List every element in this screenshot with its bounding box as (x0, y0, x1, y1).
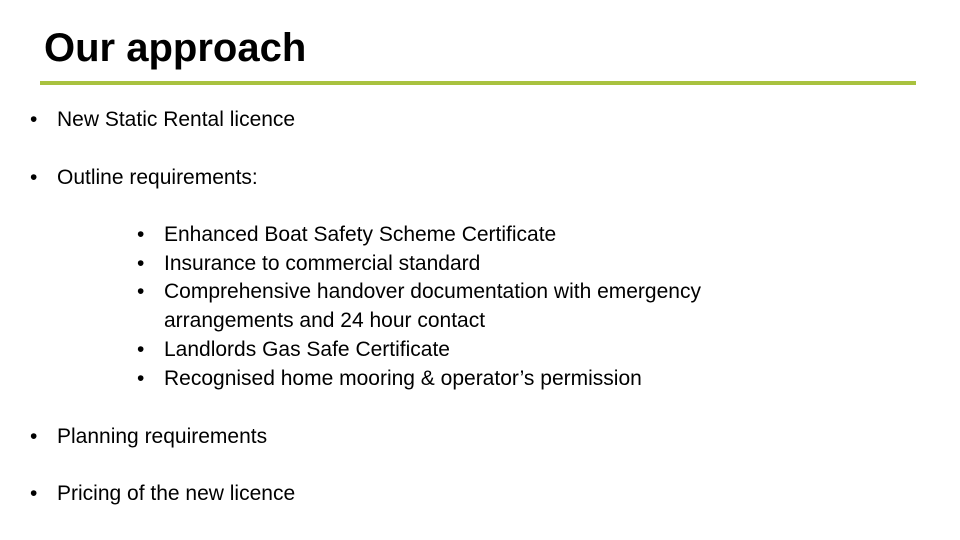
bullet-dot: • (137, 251, 145, 275)
sub-bullet-text: Insurance to commercial standard (164, 251, 481, 275)
sub-bullet-text: Comprehensive handover documentation with emergency (164, 280, 701, 304)
bullet-text: Pricing of the new licence (57, 482, 296, 505)
bullet-dot: • (30, 166, 38, 189)
sub-bullet-text: Landlords Gas Safe Certificate (164, 337, 450, 361)
title-underline-rule (40, 81, 916, 85)
sub-bullet-item (137, 221, 864, 250)
bullet-text: Planning requirements (57, 425, 268, 448)
bullet-item (30, 423, 268, 451)
bullet-dot: • (30, 108, 38, 131)
bullet-item (30, 164, 258, 192)
sub-bullet-continuation (164, 307, 864, 336)
bullet-text: New Static Rental licence (57, 108, 296, 131)
bullet-item (30, 480, 296, 508)
sub-bullet-text: Enhanced Boat Safety Scheme Certificate (164, 223, 557, 246)
sub-bullet-item (137, 336, 864, 365)
bullet-dot: • (137, 337, 145, 361)
sub-bullet-item (137, 365, 864, 394)
bullet-dot: • (30, 482, 38, 505)
slide-title: Our approach (44, 26, 307, 70)
sub-bullet-text: Recognised home mooring & operator’s permission (164, 366, 642, 390)
bullet-dot: • (30, 425, 38, 448)
bullet-dot: • (137, 366, 145, 390)
sub-bullet-item (137, 278, 864, 307)
sub-bullet-text: arrangements and 24 hour contact (164, 309, 486, 333)
bullet-text: Outline requirements: (57, 166, 258, 189)
sub-bullet-list (137, 221, 864, 393)
bullet-dot: • (137, 223, 145, 246)
sub-bullet-item (137, 250, 864, 279)
bullet-item (30, 106, 296, 134)
bullet-dot: • (137, 280, 145, 304)
